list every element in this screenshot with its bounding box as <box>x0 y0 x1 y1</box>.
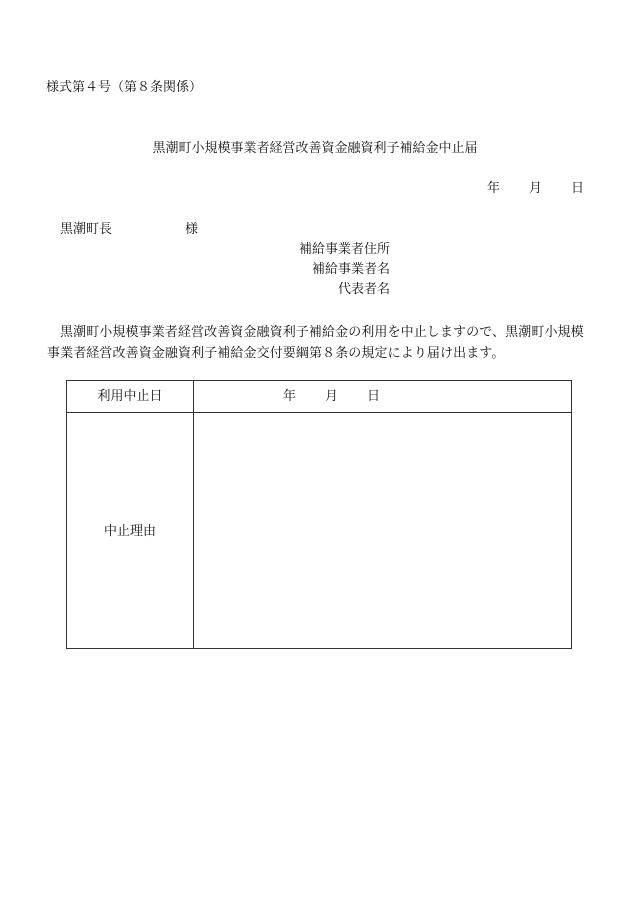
addressee-name: 黒潮町長 <box>60 222 113 237</box>
stop-date-label: 利用中止日 <box>97 389 163 404</box>
submission-date <box>0 181 630 197</box>
sender-name-label: 補給事業者名 <box>311 262 390 277</box>
form-table <box>66 380 572 649</box>
stop-reason-label: 中止理由 <box>103 524 156 539</box>
body-text: 黒潮町小規模事業者経営改善資金融資利子補給金の利用を中止しますので、黒潮町小規模事業者経営改善資金融資利子補給金交付要綱第８条の規定により届け出ます。 <box>47 325 584 361</box>
date-month-label: 月 <box>529 181 543 196</box>
sender-address-label: 補給事業者住所 <box>298 242 390 257</box>
document-title: 黒潮町小規模事業者経営改善資金融資利子補給金中止届 <box>152 141 478 156</box>
stop-date-year-label: 年 <box>283 389 297 404</box>
stop-reason-field[interactable] <box>194 413 571 648</box>
sender-block <box>299 242 390 302</box>
table-row-stop-date <box>67 381 571 413</box>
date-year-label: 年 <box>487 181 501 196</box>
stop-date-month-label: 月 <box>325 389 339 404</box>
stop-date-field[interactable] <box>67 389 571 405</box>
form-number: 様式第４号（第８条関係） <box>46 80 203 95</box>
date-day-label: 日 <box>571 181 585 196</box>
representative-label: 代表者名 <box>337 282 390 297</box>
addressee-suffix: 様 <box>185 222 199 237</box>
stop-date-day-label: 日 <box>367 389 381 404</box>
